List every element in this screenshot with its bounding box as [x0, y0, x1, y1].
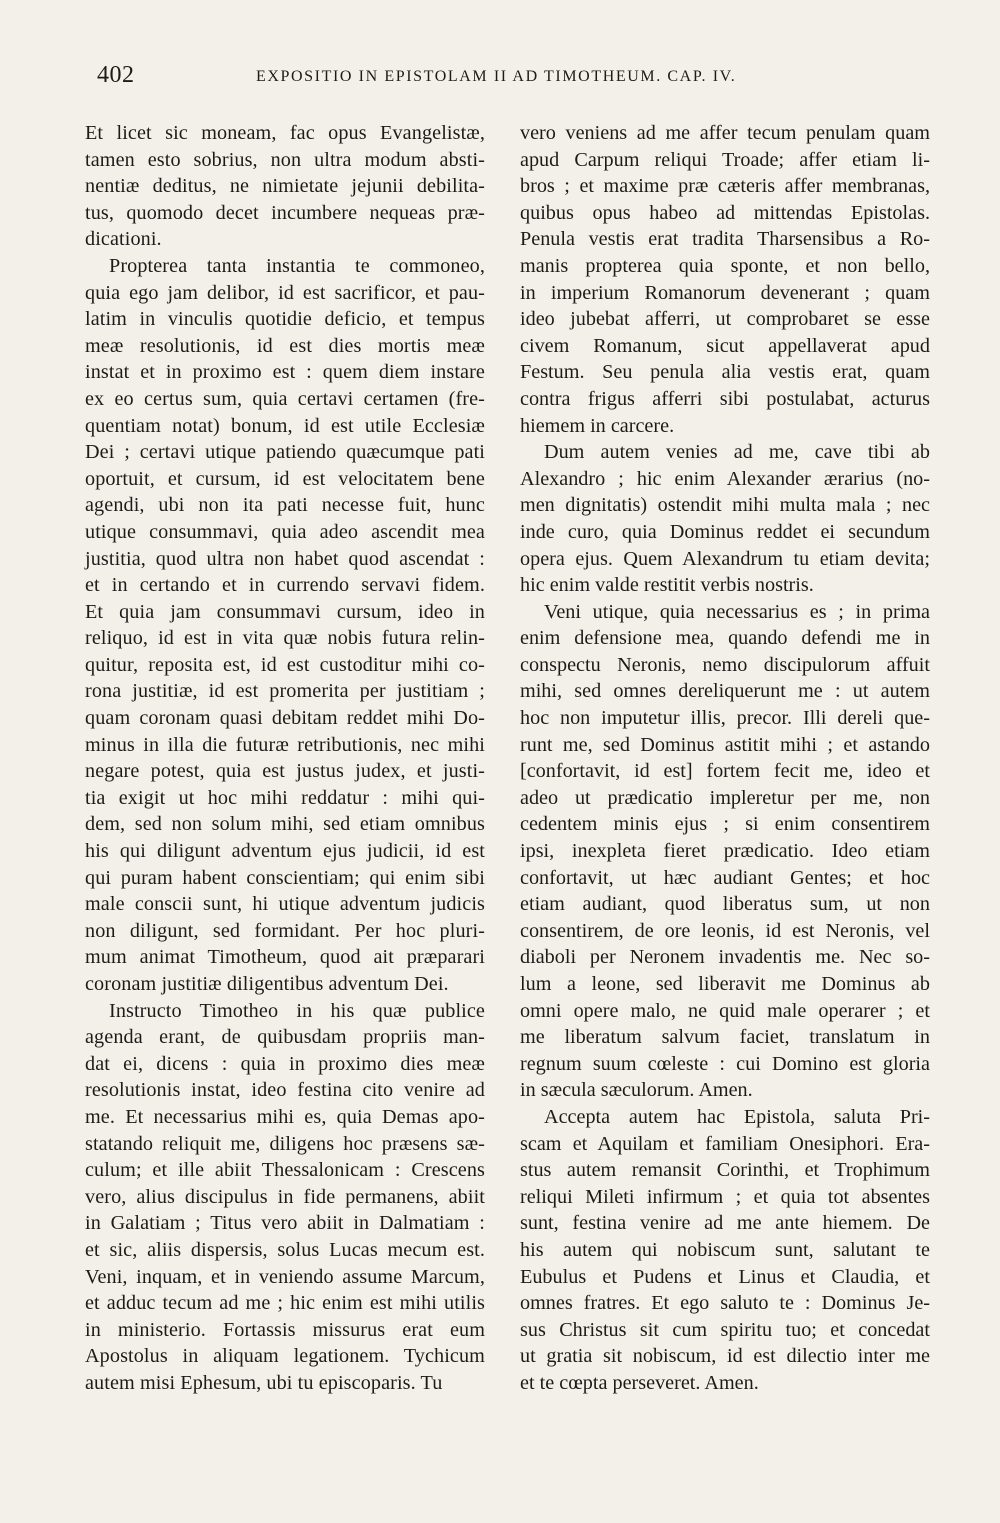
text-line: omni opere malo, ne quid male operarer ; et	[520, 999, 930, 1022]
text-line: quam coronam quasi debitam reddet mihi Do-	[85, 707, 485, 730]
text-line: his qui diligunt adventum ejus judicii, id est	[85, 840, 485, 863]
text-line: minus in illa die futuræ retributionis, nec mihi	[85, 733, 485, 756]
text-line: [confortavit, id est] fortem fecit me, ideo et	[520, 760, 930, 783]
text-line: Dei ; certavi utique patiendo quæcumque pati	[85, 441, 485, 464]
text-line: coronam justitiæ diligentibus adventum Dei.	[85, 973, 449, 995]
text-line: dat ei, dicens : quia in proximo dies meæ	[85, 1052, 485, 1075]
text-line: manis propterea quia sponte, et non bello,	[520, 254, 930, 277]
text-line: Penula vestis erat tradita Tharsensibus a Ro-	[520, 228, 930, 251]
text-line: ex eo certus sum, quia certavi certamen (fre-	[85, 387, 485, 410]
text-line: stus autem remansit Corinthi, et Trophimum	[520, 1159, 930, 1182]
text-line: omnes fratres. Et ego saluto te : Dominus Je-	[520, 1292, 930, 1315]
text-line: Festum. Seu penula alia vestis erat, quam	[520, 361, 930, 384]
text-line: instat et in proximo est : quem diem instare	[85, 361, 485, 384]
text-line: tamen esto sobrius, non ultra modum absti-	[85, 148, 485, 171]
text-line: me. Et necessarius mihi es, quia Demas apo-	[85, 1105, 485, 1128]
text-line: consentirem, de ore leonis, id est Neronis, vel	[520, 919, 930, 942]
text-line: Apostolus in aliquam legationem. Tychicum	[85, 1345, 485, 1368]
text-line: oportuit, et cursum, id est velocitatem bene	[85, 467, 485, 490]
text-line: autem misi Ephesum, ubi tu episcoparis. Tu	[85, 1371, 443, 1394]
text-line: Veni, inquam, et in veniendo assume Marcum,	[85, 1265, 485, 1288]
text-line: apud Carpum reliqui Troade; affer etiam li-	[520, 148, 930, 171]
running-title: EXPOSITIO IN EPISTOLAM II AD TIMOTHEUM. CAP. IV.	[256, 68, 737, 85]
text-line: rona justitiæ, id est promerita per justitiam ;	[85, 680, 485, 703]
text-line: nentiæ deditus, ne nimietate jejunii debilita-	[85, 175, 485, 198]
text-line: Propterea tanta instantia te commoneo,	[109, 254, 485, 277]
text-line: hiemem in carcere.	[520, 414, 675, 437]
text-line: in Galatiam ; Titus vero abiit in Dalmatiam :	[85, 1212, 485, 1235]
text-line: conspectu Neronis, nemo discipulorum affuit	[520, 653, 930, 676]
text-line: quentiam notat) bonum, id est utile Ecclesiæ	[85, 414, 485, 437]
text-line: et adduc tecum ad me ; hic enim est mihi utilis	[85, 1292, 485, 1315]
text-line: et sic, aliis dispersis, solus Lucas mecum est.	[85, 1238, 485, 1261]
text-line: ut gratia sit nobiscum, id est dilectio inter me	[520, 1345, 930, 1368]
text-line: qui puram habent conscientiam; qui enim sibi	[85, 866, 485, 889]
text-line: Accepta autem hac Epistola, saluta Pri-	[544, 1105, 930, 1128]
text-line: his autem qui nobiscum sunt, salutant te	[520, 1238, 930, 1261]
text-line: scam et Aquilam et familiam Onesiphori. Era-	[520, 1132, 930, 1155]
text-line: hic enim valde restitit verbis nostris.	[520, 574, 814, 597]
text-line: justitia, quod ultra non habet quod ascendat :	[85, 547, 485, 570]
text-line: in sæcula sæculorum. Amen.	[520, 1079, 753, 1102]
text-line: male conscii sunt, hi utique adventum judicis	[85, 893, 485, 916]
text-line: me liberatum salvum faciet, translatum in	[520, 1026, 930, 1049]
text-line: latim in vinculis quotidie deficio, et tempus	[85, 308, 485, 331]
text-line: statando reliquit me, diligens hoc præsens sæ-	[85, 1132, 485, 1155]
text-line: negare potest, quia est justus judex, et justi-	[85, 760, 485, 783]
text-line: Eubulus et Pudens et Linus et Claudia, et	[520, 1265, 930, 1288]
text-line: runt me, sed Dominus astitit mihi ; et astando	[520, 733, 930, 756]
text-line: bros ; et maxime præ cæteris affer membranas,	[520, 175, 930, 198]
text-line: Instructo Timotheo in his quæ publice	[109, 999, 485, 1022]
text-line: opera ejus. Quem Alexandrum tu etiam devita;	[520, 547, 930, 570]
text-line: enim defensione mea, quando defendi me in	[520, 627, 930, 650]
text-line: sus Christus sit cum spiritu tuo; et concedat	[520, 1318, 930, 1341]
text-line: Dum autem venies ad me, cave tibi ab	[544, 441, 930, 464]
text-line: contra frigus afferri sibi postulabat, acturus	[520, 387, 930, 410]
text-line: men dignitatis) ostendit mihi multa mala ; nec	[520, 494, 930, 517]
text-line: Et licet sic moneam, fac opus Evangelistæ,	[85, 122, 485, 144]
text-line: vero, alius discipulus in fide permanens, abiit	[85, 1185, 485, 1208]
text-line: Veni utique, quia necessarius es ; in prima	[544, 600, 930, 623]
text-line: vero veniens ad me affer tecum penulam quam	[520, 122, 930, 144]
text-line: non diligunt, sed formidant. Per hoc pluri-	[85, 919, 485, 942]
text-line: etiam audiant, quod liberatus sum, ut non	[520, 893, 930, 916]
text-line: regnum suum cœleste : cui Domino est gloria	[520, 1052, 930, 1075]
text-line: agenda erant, de quibusdam propriis man-	[85, 1026, 485, 1049]
text-line: adeo ut prædicatio impleretur per me, non	[520, 786, 930, 809]
text-line: ideo jubebat afferri, ut comprobaret se esse	[520, 308, 930, 331]
text-line: mihi, sed omnes dereliquerunt me : ut autem	[520, 680, 930, 703]
text-line: et in certando et in currendo servavi fidem.	[85, 574, 485, 597]
text-line: inde curo, quia Dominus reddet ei secundum	[520, 520, 930, 543]
text-line: mum animat Timotheum, quod ait præparari	[85, 946, 485, 969]
text-line: hoc non imputetur illis, precor. Illi dereli que-	[520, 707, 930, 730]
text-line: dem, sed non solum mihi, sed etiam omnibus	[85, 813, 485, 836]
text-line: in imperium Romanorum devenerant ; quam	[520, 281, 930, 304]
text-line: quibus opus habeo ad mittendas Epistolas.	[520, 201, 930, 224]
text-line: culum; et ille abiit Thessalonicam : Crescens	[85, 1159, 485, 1182]
text-line: civem Romanum, sicut appellaverat apud	[520, 334, 930, 357]
text-line: quitur, reposita est, id est custoditur mihi co-	[85, 653, 485, 676]
text-line: confortavit, ut hæc audiant Gentes; et hoc	[520, 866, 930, 889]
right-column	[520, 120, 930, 1397]
text-line: Alexandro ; hic enim Alexander ærarius (no-	[520, 467, 930, 490]
text-line: reliqui Mileti infirmum ; et quia tot absentes	[520, 1185, 930, 1208]
text-line: Et quia jam consummavi cursum, ideo in	[85, 600, 485, 623]
text-line: meæ resolutionis, id est dies mortis meæ	[85, 334, 485, 357]
text-line: ipsi, inexpleta fieret prædicatio. Ideo etiam	[520, 840, 930, 863]
text-line: quia ego jam delibor, id est sacrificor, et pau-	[85, 281, 485, 304]
text-line: utique consummavi, quia adeo ascendit mea	[85, 520, 485, 543]
left-column	[85, 120, 485, 1397]
text-line: resolutionis instat, ideo festina cito venire ad	[85, 1079, 485, 1102]
text-line: dicationi.	[85, 228, 162, 251]
page-number: 402	[97, 62, 135, 88]
text-line: et te cœpta perseveret. Amen.	[520, 1371, 759, 1394]
text-line: diaboli per Neronem invadentis me. Nec so-	[520, 946, 930, 969]
text-line: lum a leone, sed liberavit me Dominus ab	[520, 973, 930, 995]
text-line: agendi, ubi non ita pati necesse fuit, hunc	[85, 494, 485, 517]
text-line: tus, quomodo decet incumbere nequeas præ-	[85, 201, 485, 224]
text-line: sunt, festina venire ad me ante hiemem. De	[520, 1212, 930, 1235]
text-line: cedentem minis ejus ; si enim consentirem	[520, 813, 930, 836]
text-line: in ministerio. Fortassis missurus erat eum	[85, 1318, 485, 1341]
text-line: reliquo, id est in vita quæ nobis futura relin-	[85, 627, 485, 650]
text-line: tia exigit ut hoc mihi reddatur : mihi qui-	[85, 786, 485, 809]
